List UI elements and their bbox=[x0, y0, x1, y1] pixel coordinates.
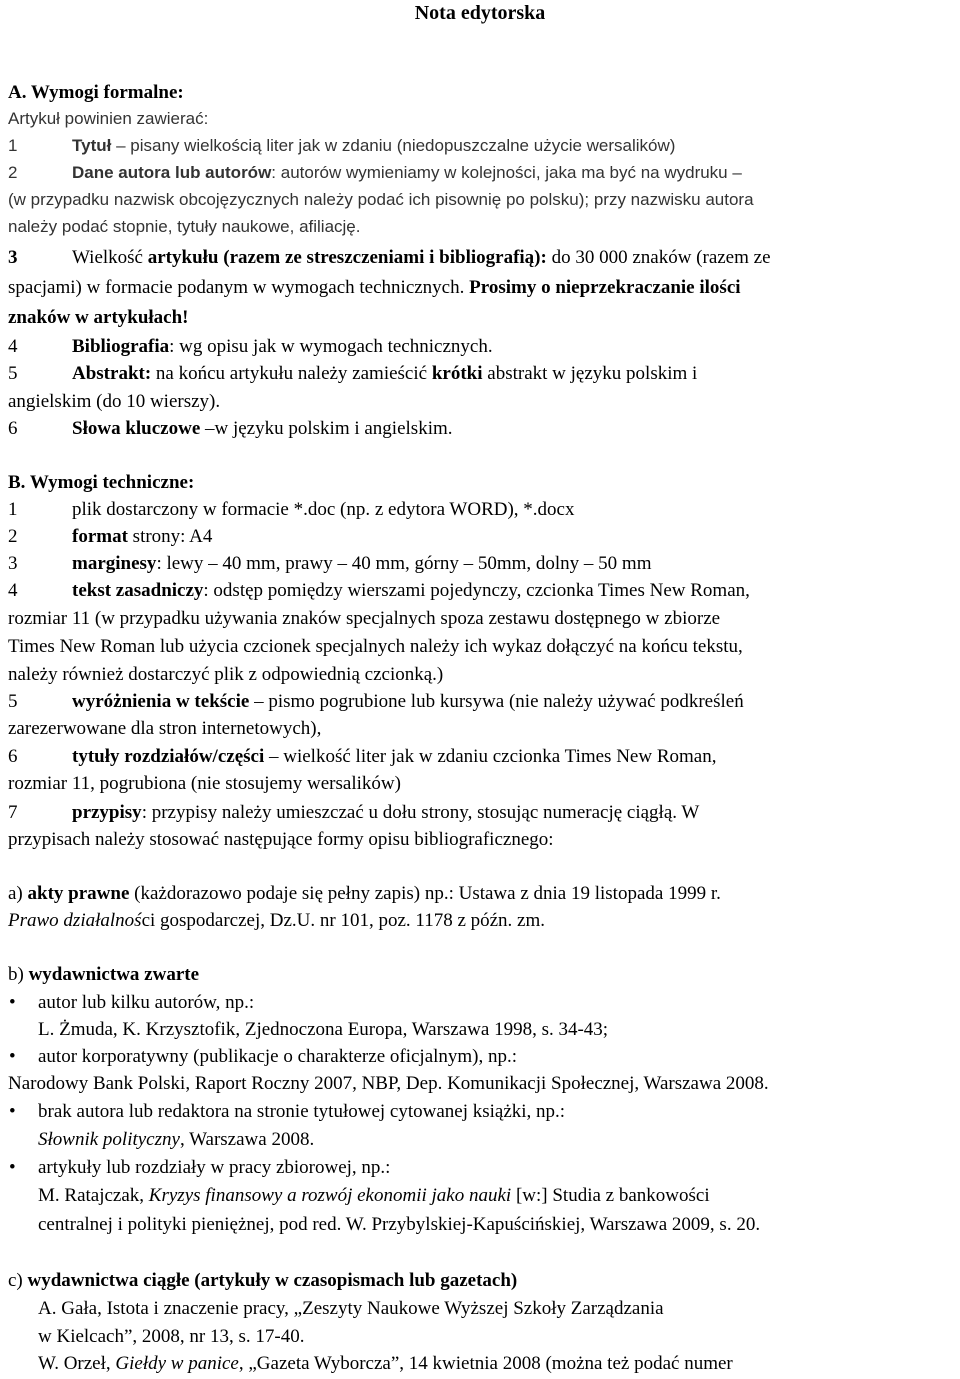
item-term: Abstrakt: bbox=[72, 363, 152, 384]
bullet-example: L. Żmuda, K. Krzysztofik, Zjednoczona Europa, Warszawa 1998, s. 34-43; bbox=[38, 1019, 609, 1040]
item-term: tytuły rozdziałów/części bbox=[72, 746, 265, 767]
section-b-item-1 bbox=[8, 497, 956, 523]
bullet-text: brak autora lub redaktora na stronie tytułowej cytowanej książki, np.: bbox=[38, 1101, 566, 1122]
item-text: : autorów wymieniamy w kolejności, jaka ma być na wydruku – bbox=[271, 163, 742, 182]
item-number: 1 bbox=[8, 136, 18, 155]
item-number: 3 bbox=[8, 553, 18, 574]
item-term: Tytuł bbox=[72, 136, 112, 155]
section-a-item-2 bbox=[8, 160, 956, 186]
item-text: spacjami) w formacie podanym w wymogach technicznych. bbox=[8, 277, 470, 298]
ref-c-example: A. Gała, Istota i znaczenie pracy, „Zeszyty Naukowe Wyższej Szkoły Zarządzania bbox=[38, 1298, 664, 1319]
item-text: strony: A4 bbox=[127, 526, 213, 547]
ref-category: akty prawne bbox=[27, 883, 130, 904]
ref-text: [w:] Studia z bankowości bbox=[511, 1185, 710, 1206]
item-text: do 30 000 znaków (razem ze bbox=[546, 247, 771, 268]
bullet-icon: • bbox=[9, 1157, 16, 1178]
item-text: – pismo pogrubione lub kursywa (nie należy używać podkreśleń bbox=[249, 691, 744, 712]
section-b-heading: B. Wymogi techniczne: bbox=[8, 472, 195, 493]
bullet-example bbox=[38, 1127, 956, 1153]
item-term: tekst zasadniczy bbox=[72, 580, 204, 601]
section-b-item-4 bbox=[8, 578, 956, 604]
item-number: 4 bbox=[8, 580, 18, 601]
item-term: wyróżnienia w tekście bbox=[72, 691, 250, 712]
bullet-example bbox=[38, 1183, 956, 1209]
section-a-intro: Artykuł powinien zawierać: bbox=[8, 109, 209, 128]
bullet-item bbox=[9, 1044, 956, 1070]
ref-text: M. Ratajczak, bbox=[38, 1185, 149, 1206]
section-a-item-6 bbox=[8, 416, 956, 442]
item-text: : wg opisu jak w wymogach technicznych. bbox=[169, 336, 493, 357]
section-a-item-4 bbox=[8, 334, 956, 360]
item-term: Słowa kluczowe bbox=[72, 418, 201, 439]
section-a-item-3-cont bbox=[8, 275, 956, 301]
item-number: 5 bbox=[8, 363, 18, 384]
section-b-item-4-cont: Times New Roman lub użycia czcionek specjalnych należy ich wykaz dołączyć na końcu tekstu, bbox=[8, 636, 743, 657]
section-b-item-4-cont: rozmiar 11 (w przypadku używania znaków specjalnych spoza zestawu dostępnego w zbiorze bbox=[8, 608, 721, 629]
bullet-text: autor lub kilku autorów, np.: bbox=[38, 992, 255, 1013]
ref-text: W. Orzeł, bbox=[38, 1353, 116, 1374]
item-number: 2 bbox=[8, 526, 18, 547]
section-b-item-6-cont: rozmiar 11, pogrubiona (nie stosujemy wersalików) bbox=[8, 773, 401, 794]
section-a-heading: A. Wymogi formalne: bbox=[8, 82, 184, 103]
ref-b bbox=[8, 962, 956, 988]
section-a-item-2-cont: (w przypadku nazwisk obcojęzycznych należy podać ich pisownię po polsku); przy nazwisku autora bbox=[8, 190, 754, 209]
ref-italic: Prawo działalnoś bbox=[8, 910, 142, 931]
ref-c-example: w Kielcach”, 2008, nr 13, s. 17-40. bbox=[38, 1326, 305, 1347]
ref-a-cont bbox=[8, 908, 956, 934]
bullet-item bbox=[9, 1099, 956, 1125]
item-number: 1 bbox=[8, 499, 18, 520]
bullet-icon: • bbox=[9, 1046, 16, 1067]
ref-text: , Warszawa 2008. bbox=[179, 1129, 315, 1150]
page-title: Nota edytorska bbox=[414, 2, 546, 24]
section-a-item-3 bbox=[8, 245, 956, 271]
item-emphasis: krótki bbox=[431, 363, 483, 384]
bullet-example: centralnej i polityki pieniężnej, pod red. W. Przybylskiej-Kapuścińskiej, Warszawa 2009, s. 20. bbox=[38, 1214, 761, 1235]
item-number: 5 bbox=[8, 691, 18, 712]
section-b-item-6 bbox=[8, 744, 956, 770]
bullet-example: Narodowy Bank Polski, Raport Roczny 2007, NBP, Dep. Komunikacji Społecznej, Warszawa 2008. bbox=[8, 1073, 769, 1094]
ref-c-example bbox=[38, 1351, 956, 1377]
bullet-item bbox=[9, 990, 956, 1016]
ref-prefix: a) bbox=[8, 883, 28, 904]
item-term: format bbox=[72, 526, 128, 547]
section-a-item-1 bbox=[8, 133, 956, 159]
bullet-text: artykuły lub rozdziały w pracy zbiorowej, np.: bbox=[38, 1157, 391, 1178]
item-term: Dane autora lub autorów bbox=[72, 163, 272, 182]
ref-text: , „Gazeta Wyborcza”, 14 kwietnia 2008 (można też podać numer bbox=[238, 1353, 733, 1374]
section-b-item-7-cont: przypisach należy stosować następujące formy opisu bibliograficznego: bbox=[8, 829, 554, 850]
item-emphasis: Prosimy o nieprzekraczanie ilości bbox=[469, 277, 741, 298]
section-b-item-3 bbox=[8, 551, 956, 577]
item-number: 3 bbox=[8, 247, 18, 268]
item-text: –w języku polskim i angielskim. bbox=[200, 418, 453, 439]
ref-a bbox=[8, 881, 956, 907]
item-number: 6 bbox=[8, 418, 18, 439]
item-number: 6 bbox=[8, 746, 18, 767]
ref-text: ci gospodarczej, Dz.U. nr 101, poz. 1178 z późn. zm. bbox=[141, 910, 546, 931]
item-term: marginesy bbox=[72, 553, 157, 574]
item-text: : odstęp pomiędzy wierszami pojedynczy, czcionka Times New Roman, bbox=[203, 580, 750, 601]
item-term: Wielkość bbox=[72, 247, 143, 268]
section-a-item-5-cont: angielskim (do 10 wierszy). bbox=[8, 391, 221, 412]
item-term: Bibliografia bbox=[72, 336, 170, 357]
bullet-text: autor korporatywny (publikacje o charakterze oficjalnym), np.: bbox=[38, 1046, 518, 1067]
section-b-item-5-cont: zarezerwowane dla stron internetowych), bbox=[8, 718, 322, 739]
bullet-item bbox=[9, 1155, 956, 1181]
item-text: : przypisy należy umieszczać u dołu strony, stosując numerację ciągłą. W bbox=[141, 802, 700, 823]
item-text: abstrakt w języku polskim i bbox=[482, 363, 698, 384]
ref-c bbox=[8, 1268, 956, 1294]
section-b-item-5 bbox=[8, 689, 956, 715]
item-text: – pisany wielkością liter jak w zdaniu (niedopuszczalne użycie wersalików) bbox=[111, 136, 676, 155]
section-a-item-2-cont: należy podać stopnie, tytuły naukowe, afiliację. bbox=[8, 217, 361, 236]
section-a-item-5 bbox=[8, 361, 956, 387]
ref-category: wydawnictwa zwarte bbox=[28, 964, 200, 985]
section-b-item-4-cont: należy również dostarczyć plik z odpowiednią czcionką.) bbox=[8, 664, 444, 685]
ref-prefix: b) bbox=[8, 964, 29, 985]
ref-prefix: c) bbox=[8, 1270, 28, 1291]
item-text: plik dostarczony w formacie *.doc (np. z edytora WORD), *.docx bbox=[72, 499, 575, 520]
item-text: na końcu artykułu należy zamieścić bbox=[151, 363, 432, 384]
item-term-bold: artykułu (razem ze streszczeniami i bibliografią): bbox=[143, 247, 547, 268]
item-number: 4 bbox=[8, 336, 18, 357]
ref-italic: Giełdy w panice bbox=[115, 1353, 239, 1374]
ref-text: (każdorazowo podaje się pełny zapis) np.: Ustawa z dnia 19 listopada 1999 r. bbox=[129, 883, 721, 904]
ref-italic: Słownik polityczny bbox=[38, 1129, 180, 1150]
ref-category: wydawnictwa ciągłe (artykuły w czasopismach lub gazetach) bbox=[27, 1270, 518, 1291]
ref-italic: Kryzys finansowy a rozwój ekonomii jako nauki bbox=[148, 1185, 512, 1206]
bullet-icon: • bbox=[9, 1101, 16, 1122]
section-a-item-3-cont: znaków w artykułach! bbox=[8, 307, 189, 328]
bullet-icon: • bbox=[9, 992, 16, 1013]
item-number: 7 bbox=[8, 802, 18, 823]
item-text: – wielkość liter jak w zdaniu czcionka Times New Roman, bbox=[264, 746, 717, 767]
item-text: : lewy – 40 mm, prawy – 40 mm, górny – 50mm, dolny – 50 mm bbox=[156, 553, 652, 574]
item-number: 2 bbox=[8, 163, 18, 182]
item-term: przypisy bbox=[72, 802, 142, 823]
section-b-item-2 bbox=[8, 524, 956, 550]
section-b-item-7 bbox=[8, 800, 956, 826]
